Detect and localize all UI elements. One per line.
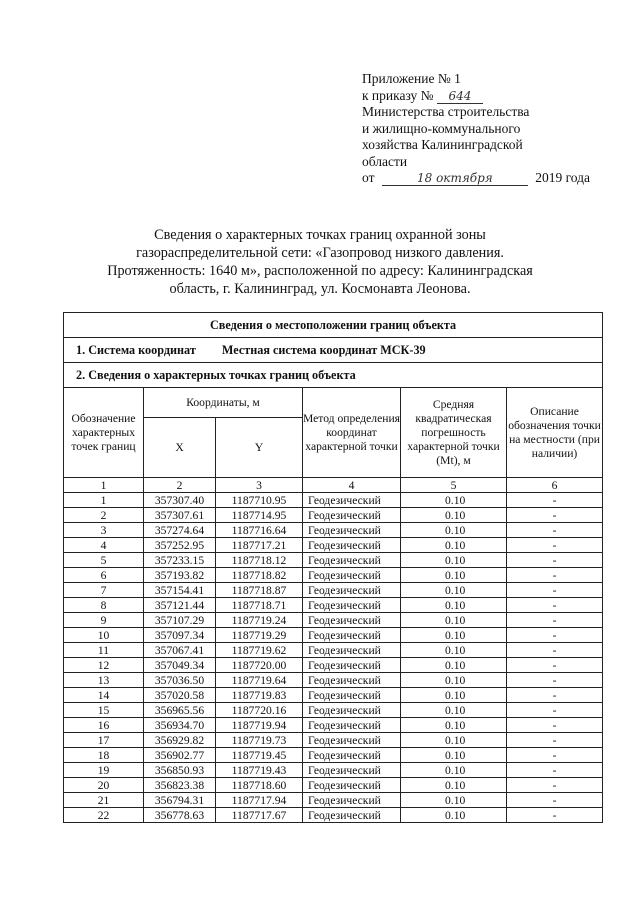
method-cell: Геодезический bbox=[303, 508, 401, 523]
method-cell: Геодезический bbox=[303, 718, 401, 733]
accuracy-cell: 0.10 bbox=[401, 763, 507, 778]
accuracy-cell: 0.10 bbox=[401, 553, 507, 568]
point-number: 4 bbox=[64, 538, 144, 553]
point-number: 22 bbox=[64, 808, 144, 823]
accuracy-cell: 0.10 bbox=[401, 673, 507, 688]
method-cell: Геодезический bbox=[303, 703, 401, 718]
accuracy-cell: 0.10 bbox=[401, 643, 507, 658]
description-cell: - bbox=[507, 658, 603, 673]
description-cell: - bbox=[507, 718, 603, 733]
column-number: 3 bbox=[216, 478, 303, 493]
column-numbers-row bbox=[64, 478, 603, 493]
accuracy-cell: 0.10 bbox=[401, 628, 507, 643]
y-coordinate: 1187719.62 bbox=[216, 643, 303, 658]
method-cell: Геодезический bbox=[303, 658, 401, 673]
header-row-1 bbox=[64, 388, 603, 418]
x-coordinate: 357233.15 bbox=[144, 553, 216, 568]
x-coordinate: 356929.82 bbox=[144, 733, 216, 748]
table-row bbox=[64, 553, 603, 568]
accuracy-cell: 0.10 bbox=[401, 583, 507, 598]
accuracy-cell: 0.10 bbox=[401, 793, 507, 808]
y-coordinate: 1187719.94 bbox=[216, 718, 303, 733]
method-cell: Геодезический bbox=[303, 583, 401, 598]
x-coordinate: 357107.29 bbox=[144, 613, 216, 628]
method-cell: Геодезический bbox=[303, 493, 401, 508]
header-description: Описание обозначения точки на местности (при наличии) bbox=[507, 388, 603, 478]
y-coordinate: 1187714.95 bbox=[216, 508, 303, 523]
method-cell: Геодезический bbox=[303, 598, 401, 613]
description-cell: - bbox=[507, 643, 603, 658]
accuracy-cell: 0.10 bbox=[401, 808, 507, 823]
title-line-3: Протяженность: 1640 м», расположенной по адресу: Калининградская bbox=[107, 263, 533, 279]
point-number: 18 bbox=[64, 748, 144, 763]
accuracy-cell: 0.10 bbox=[401, 703, 507, 718]
table-row bbox=[64, 538, 603, 553]
title-line-2: газораспределительной сети: «Газопровод низкого давления. bbox=[136, 245, 504, 261]
table-row bbox=[64, 583, 603, 598]
accuracy-cell: 0.10 bbox=[401, 748, 507, 763]
description-cell: - bbox=[507, 688, 603, 703]
table-row bbox=[64, 733, 603, 748]
points-section-row bbox=[64, 363, 603, 388]
accuracy-cell: 0.10 bbox=[401, 523, 507, 538]
description-cell: - bbox=[507, 733, 603, 748]
table-row bbox=[64, 718, 603, 733]
annex-title: Приложение № 1 bbox=[362, 71, 461, 86]
point-number: 14 bbox=[64, 688, 144, 703]
description-cell: - bbox=[507, 553, 603, 568]
title-line-1: Сведения о характерных точках границ охранной зоны bbox=[154, 227, 486, 243]
accuracy-cell: 0.10 bbox=[401, 658, 507, 673]
annex-ministry-4: области bbox=[362, 153, 408, 169]
method-cell: Геодезический bbox=[303, 778, 401, 793]
description-cell: - bbox=[507, 508, 603, 523]
point-number: 15 bbox=[64, 703, 144, 718]
description-cell: - bbox=[507, 628, 603, 643]
point-number: 13 bbox=[64, 673, 144, 688]
method-cell: Геодезический bbox=[303, 793, 401, 808]
title-line-4: область, г. Калининград, ул. Космонавта Леонова. bbox=[169, 281, 471, 297]
y-coordinate: 1187717.67 bbox=[216, 808, 303, 823]
method-cell: Геодезический bbox=[303, 628, 401, 643]
column-number: 2 bbox=[144, 478, 216, 493]
point-number: 8 bbox=[64, 598, 144, 613]
x-coordinate: 357154.41 bbox=[144, 583, 216, 598]
accuracy-cell: 0.10 bbox=[401, 508, 507, 523]
x-coordinate: 357067.41 bbox=[144, 643, 216, 658]
method-cell: Геодезический bbox=[303, 553, 401, 568]
accuracy-cell: 0.10 bbox=[401, 538, 507, 553]
date-prefix: от bbox=[362, 170, 375, 185]
column-number: 1 bbox=[64, 478, 144, 493]
x-coordinate: 356794.31 bbox=[144, 793, 216, 808]
point-number: 11 bbox=[64, 643, 144, 658]
order-prefix: к приказу № bbox=[362, 87, 434, 103]
y-coordinate: 1187718.82 bbox=[216, 568, 303, 583]
annex-block bbox=[362, 71, 612, 187]
accuracy-cell: 0.10 bbox=[401, 688, 507, 703]
x-coordinate: 356850.93 bbox=[144, 763, 216, 778]
point-number: 6 bbox=[64, 568, 144, 583]
x-coordinate: 356778.63 bbox=[144, 808, 216, 823]
method-cell: Геодезический bbox=[303, 763, 401, 778]
table-body bbox=[64, 493, 603, 823]
description-cell: - bbox=[507, 703, 603, 718]
accuracy-cell: 0.10 bbox=[401, 568, 507, 583]
coordinate-system-row bbox=[64, 338, 603, 363]
points-section-label: 2. Сведения о характерных точках границ объекта bbox=[64, 363, 603, 388]
x-coordinate: 356823.38 bbox=[144, 778, 216, 793]
x-coordinate: 356902.77 bbox=[144, 748, 216, 763]
x-coordinate: 357307.40 bbox=[144, 493, 216, 508]
method-cell: Геодезический bbox=[303, 673, 401, 688]
method-cell: Геодезический bbox=[303, 538, 401, 553]
annex-ministry-1: Министерства строительства bbox=[362, 104, 530, 119]
x-coordinate: 357049.34 bbox=[144, 658, 216, 673]
y-coordinate: 1187718.87 bbox=[216, 583, 303, 598]
accuracy-cell: 0.10 bbox=[401, 598, 507, 613]
order-number-handwritten: 644 bbox=[437, 89, 483, 104]
accuracy-cell: 0.10 bbox=[401, 718, 507, 733]
coordinate-system-label: 1. Система координат bbox=[76, 342, 196, 357]
x-coordinate: 357307.61 bbox=[144, 508, 216, 523]
table-row bbox=[64, 793, 603, 808]
header-point: Обозначение характерных точек границ bbox=[64, 388, 144, 478]
point-number: 3 bbox=[64, 523, 144, 538]
table-row bbox=[64, 628, 603, 643]
description-cell: - bbox=[507, 523, 603, 538]
column-number: 6 bbox=[507, 478, 603, 493]
date-suffix: 2019 года bbox=[535, 170, 591, 185]
table-row bbox=[64, 703, 603, 718]
y-coordinate: 1187719.64 bbox=[216, 673, 303, 688]
description-cell: - bbox=[507, 673, 603, 688]
description-cell: - bbox=[507, 493, 603, 508]
point-number: 9 bbox=[64, 613, 144, 628]
description-cell: - bbox=[507, 568, 603, 583]
coordinate-system-value: Местная система координат МСК-39 bbox=[221, 342, 426, 357]
y-coordinate: 1187718.71 bbox=[216, 598, 303, 613]
y-coordinate: 1187720.16 bbox=[216, 703, 303, 718]
description-cell: - bbox=[507, 583, 603, 598]
description-cell: - bbox=[507, 538, 603, 553]
accuracy-cell: 0.10 bbox=[401, 733, 507, 748]
point-number: 17 bbox=[64, 733, 144, 748]
header-x: X bbox=[144, 418, 216, 478]
table-row bbox=[64, 493, 603, 508]
x-coordinate: 357097.34 bbox=[144, 628, 216, 643]
table-row bbox=[64, 568, 603, 583]
description-cell: - bbox=[507, 808, 603, 823]
header-y: Y bbox=[216, 418, 303, 478]
header-method: Метод определения координат характерной точки bbox=[303, 388, 401, 478]
y-coordinate: 1187719.83 bbox=[216, 688, 303, 703]
section-header-row bbox=[64, 313, 603, 338]
table-row bbox=[64, 673, 603, 688]
coordinate-system-cell bbox=[64, 338, 603, 363]
table-row bbox=[64, 613, 603, 628]
point-number: 21 bbox=[64, 793, 144, 808]
table-row bbox=[64, 808, 603, 823]
y-coordinate: 1187719.45 bbox=[216, 748, 303, 763]
order-date-handwritten: 18 октября bbox=[382, 171, 528, 186]
annex-date-line bbox=[362, 170, 612, 187]
table-row bbox=[64, 643, 603, 658]
header-accuracy: Средняя квадратическая погрешность характерной точки (Mt), м bbox=[401, 388, 507, 478]
description-cell: - bbox=[507, 778, 603, 793]
method-cell: Геодезический bbox=[303, 808, 401, 823]
x-coordinate: 357036.50 bbox=[144, 673, 216, 688]
y-coordinate: 1187717.21 bbox=[216, 538, 303, 553]
boundary-points-table bbox=[63, 312, 603, 823]
table-row bbox=[64, 598, 603, 613]
table-row bbox=[64, 658, 603, 673]
x-coordinate: 357274.64 bbox=[144, 523, 216, 538]
description-cell: - bbox=[507, 613, 603, 628]
point-number: 2 bbox=[64, 508, 144, 523]
accuracy-cell: 0.10 bbox=[401, 493, 507, 508]
point-number: 16 bbox=[64, 718, 144, 733]
x-coordinate: 357121.44 bbox=[144, 598, 216, 613]
point-number: 5 bbox=[64, 553, 144, 568]
description-cell: - bbox=[507, 763, 603, 778]
table-row bbox=[64, 778, 603, 793]
y-coordinate: 1187719.43 bbox=[216, 763, 303, 778]
y-coordinate: 1187718.12 bbox=[216, 553, 303, 568]
x-coordinate: 356965.56 bbox=[144, 703, 216, 718]
method-cell: Геодезический bbox=[303, 748, 401, 763]
annex-ministry-3: хозяйства Калининградской bbox=[362, 137, 523, 152]
method-cell: Геодезический bbox=[303, 643, 401, 658]
table-row bbox=[64, 508, 603, 523]
accuracy-cell: 0.10 bbox=[401, 613, 507, 628]
x-coordinate: 357252.95 bbox=[144, 538, 216, 553]
y-coordinate: 1187719.24 bbox=[216, 613, 303, 628]
accuracy-cell: 0.10 bbox=[401, 778, 507, 793]
method-cell: Геодезический bbox=[303, 523, 401, 538]
method-cell: Геодезический bbox=[303, 613, 401, 628]
table-row bbox=[64, 523, 603, 538]
column-number: 5 bbox=[401, 478, 507, 493]
y-coordinate: 1187716.64 bbox=[216, 523, 303, 538]
x-coordinate: 357193.82 bbox=[144, 568, 216, 583]
point-number: 1 bbox=[64, 493, 144, 508]
y-coordinate: 1187720.00 bbox=[216, 658, 303, 673]
table-row bbox=[64, 763, 603, 778]
x-coordinate: 357020.58 bbox=[144, 688, 216, 703]
point-number: 20 bbox=[64, 778, 144, 793]
y-coordinate: 1187719.29 bbox=[216, 628, 303, 643]
y-coordinate: 1187717.94 bbox=[216, 793, 303, 808]
header-coords: Координаты, м bbox=[144, 388, 303, 418]
table-row bbox=[64, 748, 603, 763]
point-number: 7 bbox=[64, 583, 144, 598]
description-cell: - bbox=[507, 598, 603, 613]
annex-ministry-2: и жилищно-коммунального bbox=[362, 120, 521, 136]
point-number: 19 bbox=[64, 763, 144, 778]
description-cell: - bbox=[507, 748, 603, 763]
x-coordinate: 356934.70 bbox=[144, 718, 216, 733]
method-cell: Геодезический bbox=[303, 568, 401, 583]
point-number: 10 bbox=[64, 628, 144, 643]
y-coordinate: 1187719.73 bbox=[216, 733, 303, 748]
annex-order-line bbox=[362, 88, 612, 105]
y-coordinate: 1187718.60 bbox=[216, 778, 303, 793]
section-header: Сведения о местоположении границ объекта bbox=[64, 313, 603, 338]
method-cell: Геодезический bbox=[303, 733, 401, 748]
y-coordinate: 1187710.95 bbox=[216, 493, 303, 508]
description-cell: - bbox=[507, 793, 603, 808]
document-title bbox=[70, 226, 570, 298]
table-row bbox=[64, 688, 603, 703]
method-cell: Геодезический bbox=[303, 688, 401, 703]
point-number: 12 bbox=[64, 658, 144, 673]
column-number: 4 bbox=[303, 478, 401, 493]
